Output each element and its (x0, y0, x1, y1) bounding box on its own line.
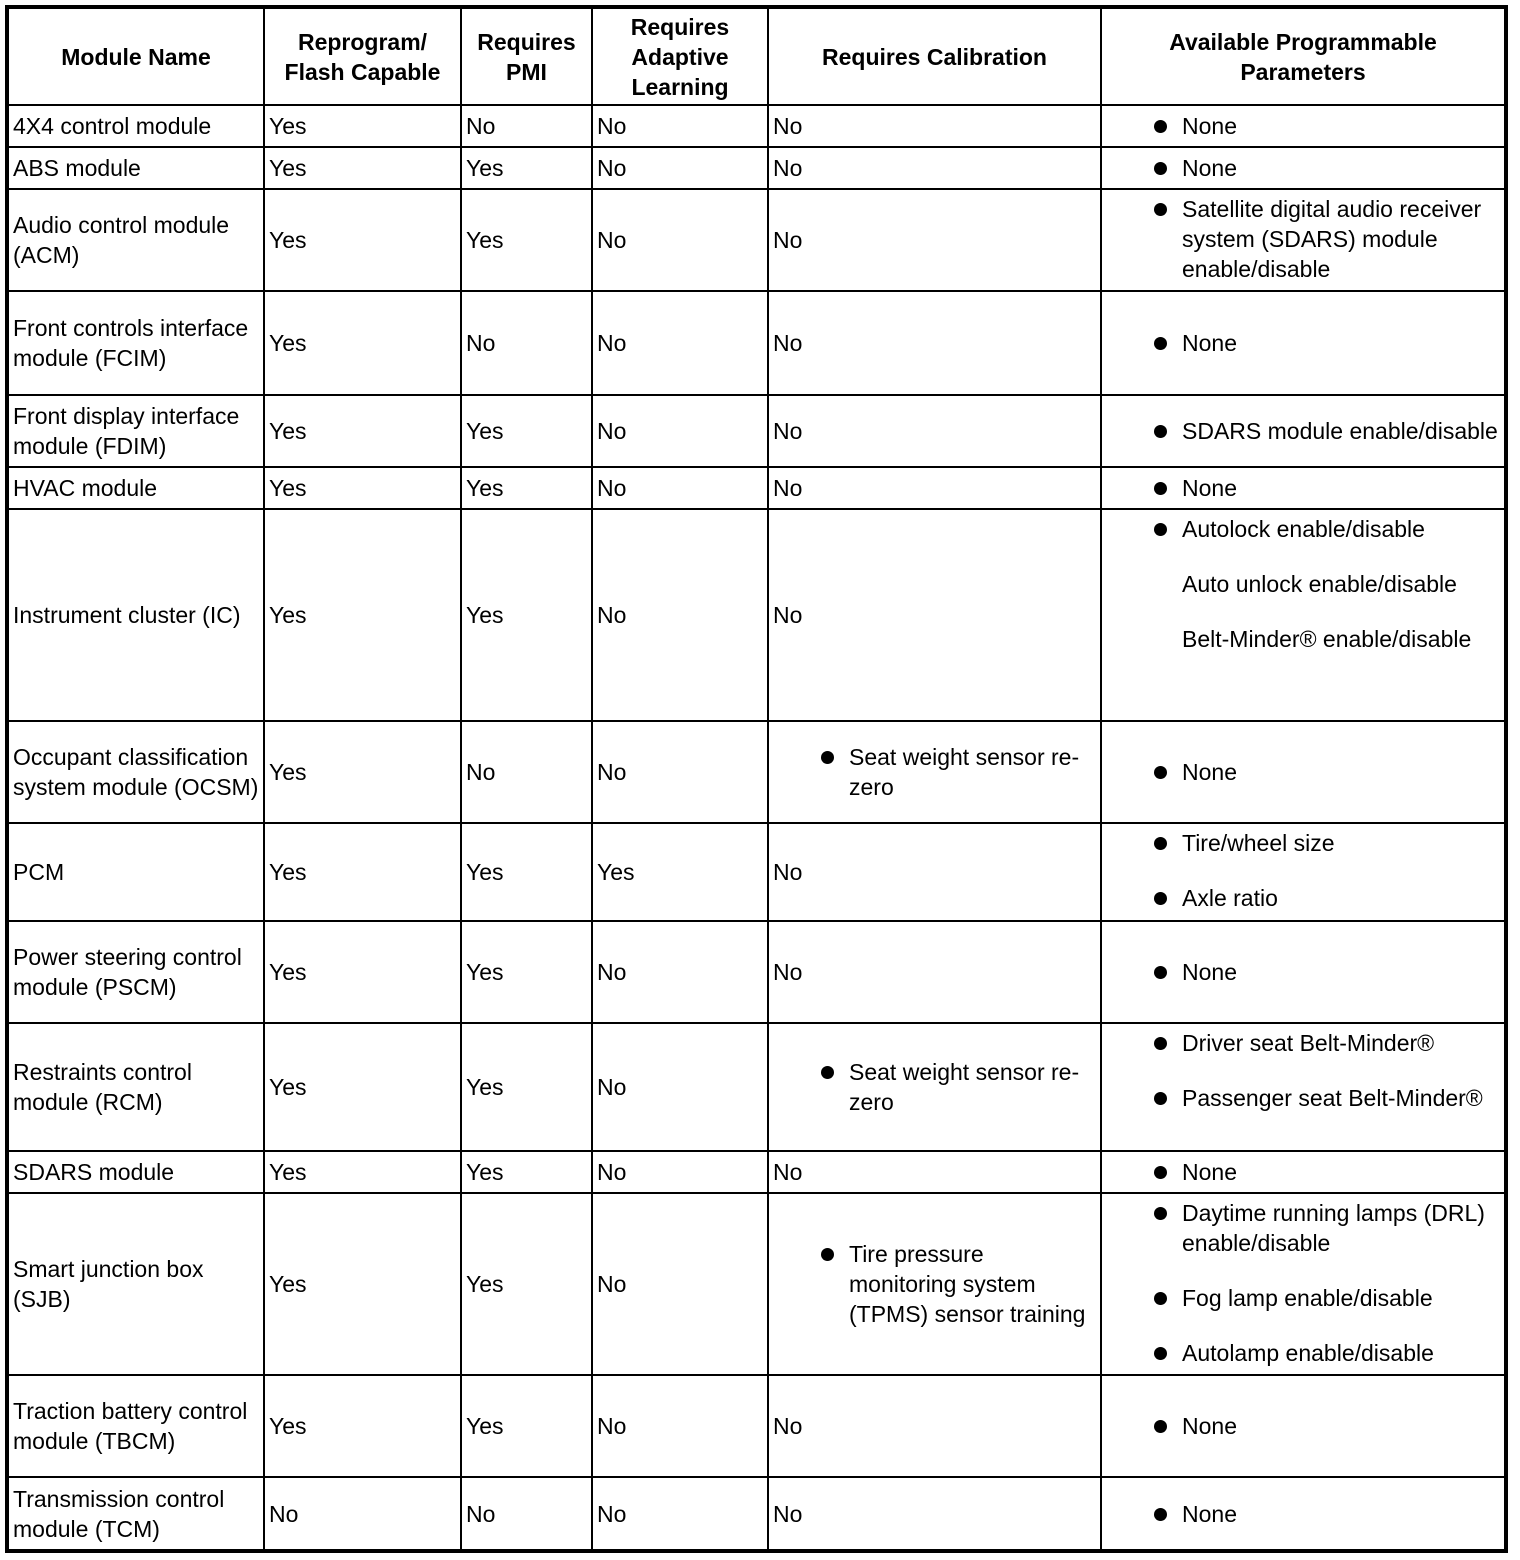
bullet-text: None (1182, 959, 1237, 985)
module-programming-table (5, 5, 1508, 1553)
bullet-list (1106, 1411, 1500, 1441)
bullet-list (1106, 111, 1500, 141)
bullet-item (1106, 569, 1500, 599)
flash-capable-cell: Yes (264, 823, 461, 921)
bullet-dot-icon (1154, 1420, 1167, 1433)
table-row (7, 1151, 1506, 1193)
bullet-dot-icon (1154, 1347, 1167, 1360)
module-name-cell: Restraints control module (RCM) (7, 1023, 264, 1151)
table-container (5, 5, 1508, 1553)
bullet-list (1106, 416, 1500, 446)
adaptive-learning-cell: No (592, 147, 768, 189)
parameters-cell (1101, 105, 1506, 147)
bullet-dot-icon (1154, 837, 1167, 850)
adaptive-learning-cell: No (592, 189, 768, 291)
table-row (7, 721, 1506, 823)
requires-pmi-cell: No (461, 105, 592, 147)
parameters-cell (1101, 147, 1506, 189)
calibration-cell: No (768, 1151, 1101, 1193)
header-requires-adaptive-learning: Requires Adaptive Learning (592, 7, 768, 105)
adaptive-learning-cell: No (592, 291, 768, 395)
header-module-name: Module Name (7, 7, 264, 105)
bullet-text: Fog lamp enable/disable (1182, 1285, 1433, 1311)
module-name-cell: Occupant classification system module (OCSM) (7, 721, 264, 823)
parameters-cell (1101, 1477, 1506, 1551)
bullet-text: Seat weight sensor re-zero (849, 1059, 1080, 1115)
bullet-text: Seat weight sensor re-zero (849, 744, 1080, 800)
module-name-cell: Front controls interface module (FCIM) (7, 291, 264, 395)
table-row (7, 509, 1506, 721)
flash-capable-cell: Yes (264, 921, 461, 1023)
bullet-dot-icon (1154, 1166, 1167, 1179)
bullet-item (1106, 1283, 1500, 1313)
parameters-cell (1101, 1151, 1506, 1193)
parameters-cell (1101, 467, 1506, 509)
flash-capable-cell: Yes (264, 1151, 461, 1193)
header-requires-pmi: Requires PMI (461, 7, 592, 105)
requires-pmi-cell: Yes (461, 189, 592, 291)
bullet-list (773, 742, 1096, 802)
calibration-cell: No (768, 823, 1101, 921)
table-row (7, 189, 1506, 291)
bullet-text: None (1182, 155, 1237, 181)
parameters-cell (1101, 395, 1506, 467)
table-row (7, 1375, 1506, 1477)
bullet-list (1106, 473, 1500, 503)
bullet-text: Satellite digital audio receiver system (SDARS) module enable/disable (1182, 196, 1482, 282)
calibration-cell: No (768, 395, 1101, 467)
calibration-cell: No (768, 509, 1101, 721)
bullet-text: None (1182, 475, 1237, 501)
adaptive-learning-cell: No (592, 1193, 768, 1375)
requires-pmi-cell: No (461, 291, 592, 395)
bullet-dot-icon (1154, 1092, 1167, 1105)
bullet-item (1106, 828, 1500, 858)
bullet-item (1106, 1499, 1500, 1529)
adaptive-learning-cell: No (592, 509, 768, 721)
module-name-cell: Traction battery control module (TBCM) (7, 1375, 264, 1477)
module-name-cell: Instrument cluster (IC) (7, 509, 264, 721)
bullet-text: None (1182, 1500, 1237, 1527)
table-row (7, 291, 1506, 395)
bullet-text: None (1182, 1159, 1237, 1185)
parameters-cell (1101, 509, 1506, 721)
flash-capable-cell: Yes (264, 467, 461, 509)
bullet-item (1106, 194, 1500, 284)
bullet-item (1106, 328, 1500, 358)
flash-capable-cell: Yes (264, 1375, 461, 1477)
bullet-text: Passenger seat Belt-Minder® (1182, 1085, 1483, 1111)
calibration-cell: No (768, 105, 1101, 147)
bullet-text: Belt-Minder® enable/disable (1182, 626, 1472, 652)
bullet-dot-icon (1154, 1508, 1167, 1521)
bullet-list (1106, 1157, 1500, 1187)
bullet-item (1106, 1083, 1500, 1113)
bullet-item (1106, 883, 1500, 913)
calibration-cell (768, 721, 1101, 823)
calibration-cell: No (768, 1477, 1101, 1551)
flash-capable-cell: Yes (264, 291, 461, 395)
header-row (7, 7, 1506, 105)
bullet-dot-icon (1154, 1207, 1167, 1220)
bullet-item (1106, 1338, 1500, 1368)
bullet-item (1106, 1157, 1500, 1187)
flash-capable-cell: Yes (264, 721, 461, 823)
parameters-cell (1101, 1193, 1506, 1375)
parameters-cell (1101, 189, 1506, 291)
calibration-cell: No (768, 291, 1101, 395)
table-row (7, 395, 1506, 467)
module-name-cell: Power steering control module (PSCM) (7, 921, 264, 1023)
table-row (7, 921, 1506, 1023)
bullet-text: Autolock enable/disable (1182, 516, 1425, 542)
adaptive-learning-cell: No (592, 921, 768, 1023)
table-row (7, 1477, 1506, 1551)
bullet-dot-icon (1154, 523, 1167, 536)
module-name-cell: Audio control module (ACM) (7, 189, 264, 291)
bullet-dot-icon (821, 751, 834, 764)
module-name-cell: SDARS module (7, 1151, 264, 1193)
table-row (7, 1193, 1506, 1375)
bullet-list (1106, 1198, 1500, 1368)
bullet-dot-icon (1154, 120, 1167, 133)
bullet-list (1106, 194, 1500, 284)
bullet-dot-icon (821, 1066, 834, 1079)
bullet-item (1106, 1411, 1500, 1441)
calibration-cell: No (768, 189, 1101, 291)
bullet-dot-icon (1154, 425, 1167, 438)
parameters-cell (1101, 721, 1506, 823)
bullet-text: Auto unlock enable/disable (1182, 571, 1457, 597)
bullet-list (1106, 1499, 1500, 1529)
bullet-text: Axle ratio (1182, 885, 1278, 911)
bullet-list (1106, 957, 1500, 987)
parameters-cell (1101, 291, 1506, 395)
calibration-cell (768, 1193, 1101, 1375)
bullet-dot-icon (1154, 203, 1167, 216)
module-name-cell: PCM (7, 823, 264, 921)
bullet-dot-icon (1154, 1292, 1167, 1305)
bullet-item (1106, 957, 1500, 987)
requires-pmi-cell: Yes (461, 1193, 592, 1375)
bullet-item (1106, 111, 1500, 141)
flash-capable-cell: Yes (264, 1193, 461, 1375)
module-name-cell: Front display interface module (FDIM) (7, 395, 264, 467)
requires-pmi-cell: Yes (461, 823, 592, 921)
bullet-text: None (1182, 113, 1237, 139)
bullet-item (773, 1057, 1096, 1117)
bullet-list (1106, 828, 1500, 913)
requires-pmi-cell: Yes (461, 921, 592, 1023)
module-name-cell: Smart junction box (SJB) (7, 1193, 264, 1375)
bullet-dot-icon (1154, 1037, 1167, 1050)
bullet-text: Tire/wheel size (1182, 830, 1335, 856)
requires-pmi-cell: No (461, 1477, 592, 1551)
bullet-dot-icon (1154, 337, 1167, 350)
requires-pmi-cell: Yes (461, 1151, 592, 1193)
flash-capable-cell: No (264, 1477, 461, 1551)
table-row (7, 147, 1506, 189)
table-row (7, 105, 1506, 147)
flash-capable-cell: Yes (264, 395, 461, 467)
module-name-cell: ABS module (7, 147, 264, 189)
parameters-cell (1101, 823, 1506, 921)
table-row (7, 467, 1506, 509)
bullet-list (1106, 1028, 1500, 1113)
table-row (7, 823, 1506, 921)
bullet-text: SDARS module enable/disable (1182, 418, 1498, 444)
requires-pmi-cell: Yes (461, 395, 592, 467)
bullet-list (773, 1239, 1096, 1329)
bullet-list (773, 1057, 1096, 1117)
bullet-dot-icon (1154, 482, 1167, 495)
bullet-text: None (1182, 1413, 1237, 1439)
adaptive-learning-cell: No (592, 395, 768, 467)
bullet-item (1106, 1028, 1500, 1058)
bullet-item (1106, 624, 1500, 654)
bullet-text: Daytime running lamps (DRL) enable/disable (1182, 1200, 1485, 1256)
calibration-cell: No (768, 1375, 1101, 1477)
bullet-dot-icon (1154, 162, 1167, 175)
requires-pmi-cell: No (461, 721, 592, 823)
bullet-item (1106, 1198, 1500, 1258)
bullet-text: Driver seat Belt-Minder® (1182, 1030, 1435, 1056)
header-requires-calibration: Requires Calibration (768, 7, 1101, 105)
bullet-list (1106, 328, 1500, 358)
adaptive-learning-cell: No (592, 721, 768, 823)
bullet-text: None (1182, 759, 1237, 785)
adaptive-learning-cell: No (592, 1023, 768, 1151)
module-name-cell: Transmission control module (TCM) (7, 1477, 264, 1551)
bullet-item (1106, 757, 1500, 787)
bullet-list (1106, 757, 1500, 787)
parameters-cell (1101, 1023, 1506, 1151)
requires-pmi-cell: Yes (461, 1023, 592, 1151)
adaptive-learning-cell: Yes (592, 823, 768, 921)
adaptive-learning-cell: No (592, 1477, 768, 1551)
bullet-dot-icon (1154, 766, 1167, 779)
adaptive-learning-cell: No (592, 105, 768, 147)
bullet-text: None (1182, 330, 1237, 356)
module-name-cell: HVAC module (7, 467, 264, 509)
module-name-cell: 4X4 control module (7, 105, 264, 147)
adaptive-learning-cell: No (592, 467, 768, 509)
bullet-dot-icon (1154, 966, 1167, 979)
bullet-list (1106, 514, 1500, 654)
adaptive-learning-cell: No (592, 1375, 768, 1477)
adaptive-learning-cell: No (592, 1151, 768, 1193)
calibration-cell: No (768, 921, 1101, 1023)
bullet-item (773, 742, 1096, 802)
bullet-dot-icon (821, 1248, 834, 1261)
flash-capable-cell: Yes (264, 1023, 461, 1151)
parameters-cell (1101, 921, 1506, 1023)
bullet-item (1106, 416, 1500, 446)
requires-pmi-cell: Yes (461, 147, 592, 189)
flash-capable-cell: Yes (264, 105, 461, 147)
requires-pmi-cell: Yes (461, 1375, 592, 1477)
bullet-item (1106, 153, 1500, 183)
flash-capable-cell: Yes (264, 147, 461, 189)
table-body (7, 105, 1506, 1551)
calibration-cell: No (768, 467, 1101, 509)
bullet-item (1106, 514, 1500, 544)
bullet-dot-icon (1154, 892, 1167, 905)
calibration-cell: No (768, 147, 1101, 189)
bullet-list (1106, 153, 1500, 183)
flash-capable-cell: Yes (264, 509, 461, 721)
requires-pmi-cell: Yes (461, 509, 592, 721)
requires-pmi-cell: Yes (461, 467, 592, 509)
table-row (7, 1023, 1506, 1151)
header-reprogram-flash: Reprogram/ Flash Capable (264, 7, 461, 105)
parameters-cell (1101, 1375, 1506, 1477)
bullet-text: Autolamp enable/disable (1182, 1340, 1434, 1366)
bullet-item (1106, 473, 1500, 503)
flash-capable-cell: Yes (264, 189, 461, 291)
bullet-item (773, 1239, 1096, 1329)
header-programmable-parameters: Available Programmable Parameters (1101, 7, 1506, 105)
calibration-cell (768, 1023, 1101, 1151)
bullet-text: Tire pressure monitoring system (TPMS) sensor training (849, 1241, 1086, 1327)
